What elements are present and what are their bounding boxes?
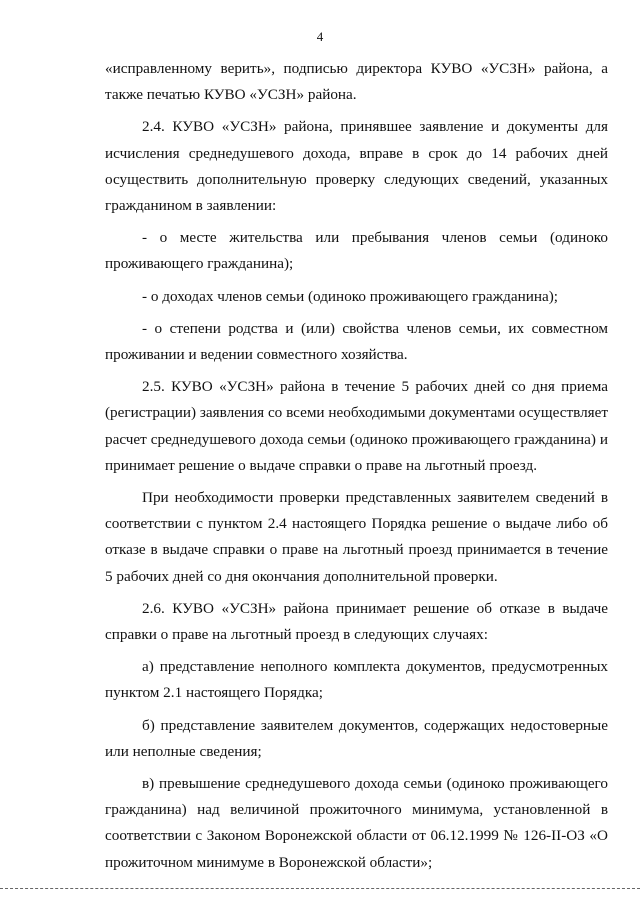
paragraph-2-5: 2.5. КУВО «УСЗН» района в течение 5 рабочих дней со дня приема (регистрации) заявления со всеми необходимыми документами осуществляет расчет среднедушевого дохода семьи (одиноко проживающего гражданина) и принимает решение о выдаче справки о праве на льготный проезд. bbox=[105, 378, 609, 474]
document-body bbox=[105, 56, 608, 876]
paragraph-continuation: «исправленному верить», подписью директора КУВО «УСЗН» района, а также печатью КУВО «УСЗН» района. bbox=[105, 60, 608, 104]
page-number: 4 bbox=[316, 29, 324, 44]
list-item-a: а) представление неполного комплекта документов, предусмотренных пунктом 2.1 настоящего Порядка; bbox=[105, 658, 608, 702]
list-item-residence: - о месте жительства или пребывания членов семьи (одиноко проживающего гражданина); bbox=[105, 229, 608, 273]
list-item-kinship: - о степени родства и (или) свойства членов семьи, их совместном проживании и ведении совместного хозяйства. bbox=[105, 319, 608, 364]
paragraph-2-6: 2.6. КУВО «УСЗН» района принимает решение об отказе в выдаче справки о праве на льготный проезд в следующих случаях: bbox=[105, 599, 608, 644]
list-item-c: в) превышение среднедушевого дохода семьи (одиноко проживающего гражданина) над величиной прожиточного минимума, установленной в соответствии с Законом Воронежской области от 06.12.1999 № 126-II-ОЗ «О прожиточном минимуме в Воронежской области»; bbox=[105, 775, 608, 871]
page-bottom-rule bbox=[0, 888, 640, 889]
list-item-b: б) представление заявителем документов, содержащих недостоверные или неполные сведения; bbox=[105, 716, 608, 760]
list-item-income: - о доходах членов семьи (одиноко проживающего гражданина); bbox=[142, 287, 558, 305]
paragraph-verification: При необходимости проверки представленных заявителем сведений в соответствии с пунктом 2.4 настоящего Порядка решение о выдаче либо об отказе в выдаче справки о праве на льготный проезд принимается в течение 5 рабочих дней со дня окончания дополнительной проверки. bbox=[105, 489, 608, 585]
paragraph-2-4: 2.4. КУВО «УСЗН» района, принявшее заявление и документы для исчисления среднедушевого дохода, вправе в срок до 14 рабочих дней осуществить дополнительную проверку следующих сведений, указанных гражданином в заявлении: bbox=[105, 118, 608, 215]
